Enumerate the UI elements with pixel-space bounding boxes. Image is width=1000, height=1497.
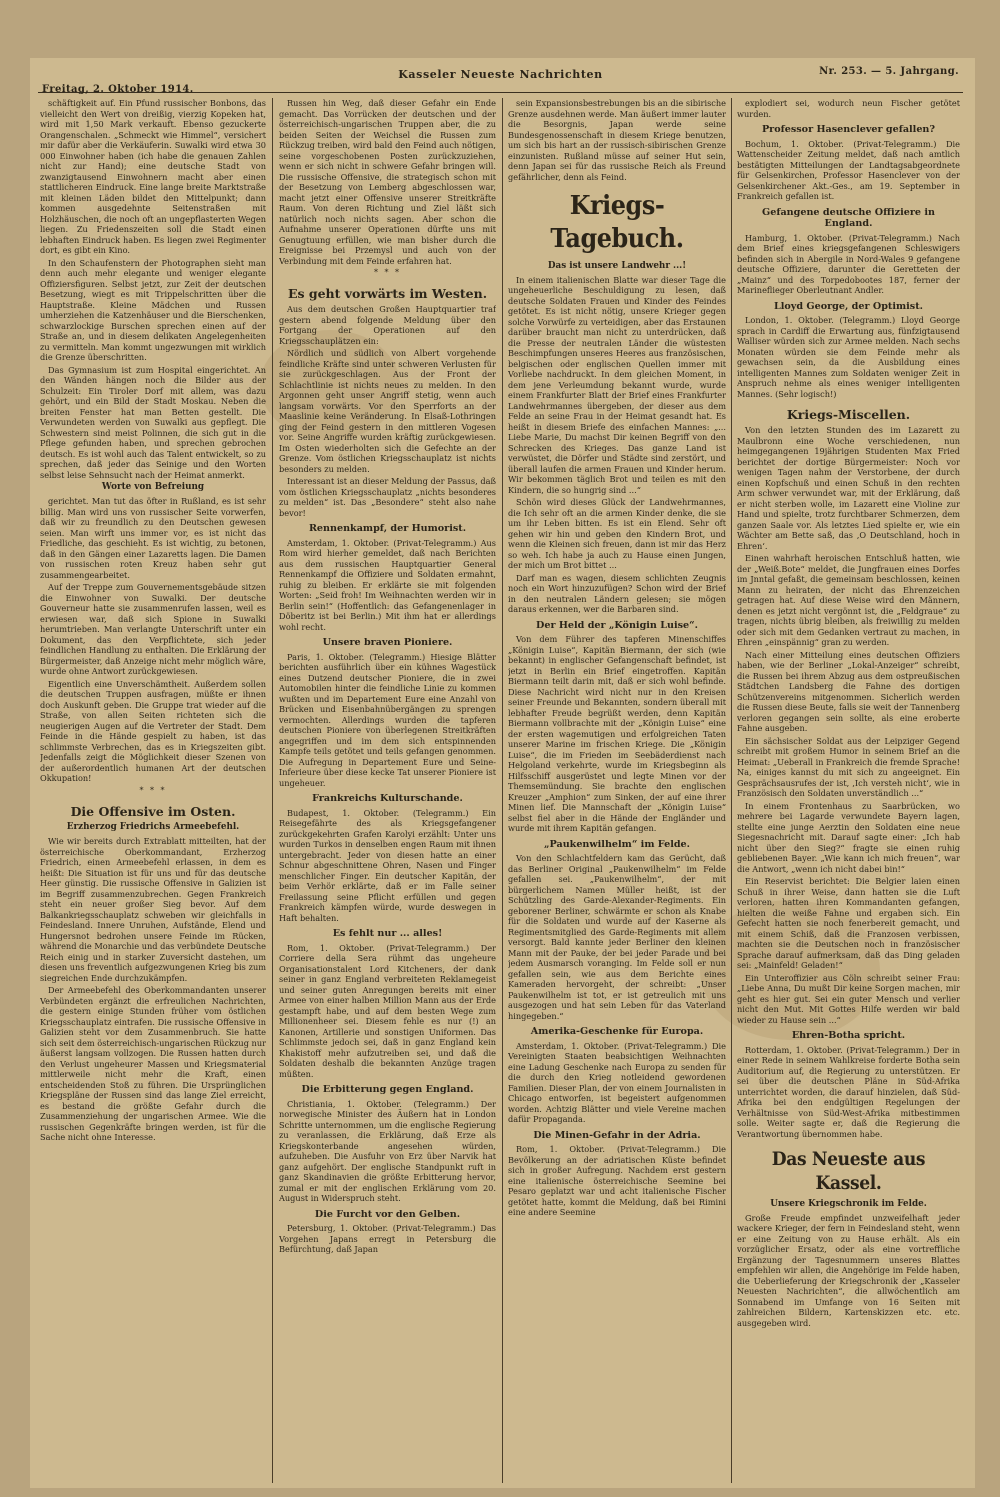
article-paragraph: Wie wir bereits durch Extrablatt mitteilten, hat der österreichische Oberkommandant, Erzherzog Friedrich, einen Armeebefehl erlassen, in dem es heißt: Die Situation ist für uns und für das deutsche Heer günstig. Die russische Offensive in Galizien ist im Begriff zusammenzubrechen. Gegen Frankreich steht ein neuer großer Sieg bevor. Auf dem Balkankriegsschauplatz schweben wir gleichfalls in Feindesland. Innere Unruhen, Aufstände, Elend und Hungersnot bedrohen unsere Feinde im Rücken, während die Monarchie und das verbündete Deutsche Reich einig und in starker Zuversicht dastehen, um diesen uns freventlich aufgezwungenen Krieg bis zum siegreichen Ende durchzukämpfen. — [40, 836, 266, 983]
article-paragraph: Christiania, 1. Oktober. (Telegramm.) Der norwegische Minister des Äußern hat in London Schritte unternommen, um die englische Regierung zu veranlassen, die Erklärung, daß Erze als Kriegskonterbande angesehen würden, aufzuheben. Die Ausfuhr von Erz über Narvik hat ganz aufgehört. Der englische Standpunkt ruft in ganz Skandinavien die größte Erbitterung hervor, zumal er mit der englischen Erklärung vom 20. August in Widerspruch steht. — [279, 1098, 496, 1204]
column-4 — [737, 98, 960, 1485]
article-paragraph: Das Gymnasium ist zum Hospital eingerichtet. An den Wänden hängen noch die Bilder aus der Schulzeit: Ein Tiroler Dorf mit allem, was dazu gehört, und ein Bild der Stadt Moskau. Neben die breiten Fenster hat man Betten gestellt. Die Verwundeten werden von Suwalki aus gepflegt. Die Schwestern sind meist Polinnen, die sich gut in die Pflege gefunden haben, und sprechen gebrochen deutsch. Es ist wohl auch das Talent entwickelt, so zu sprechen, daß jeder das Seinige und den Worten selbst leise Sehnsucht nach der Heimat anmerkt. — [40, 364, 266, 480]
section-subheading: Worte von Befreiung — [101, 482, 205, 492]
article-paragraph: Nach einer Mitteilung eines deutschen Offiziers haben, wie der Berliner „Lokal-Anzeiger“ schreibt, die Russen bei ihrem Abzug aus dem ostpreußischen Städtchen Landsberg die Fahne des dortigen Schützenvereins mitgenommen. Sicherlich werden die Russen diese Beute, falls sie weit der Tannenberg verloren gegangen sein sollte, als eine eroberte Fahne ausgeben. — [737, 649, 960, 733]
article-paragraph: Aus dem deutschen Großen Hauptquartier traf gestern abend folgende Meldung über den Fortgang der Operationen auf den Kriegsschauplätzen ein: — [279, 304, 496, 346]
article-paragraph: Eigentlich eine Unverschämtheit. Außerdem sollen die deutschen Truppen ausfragen, müßte er ihnen doch Auskunft geben. Die Gruppe trat wieder auf die Straße, von allen Seiten richteten sich die neugierigen Augen auf die Vertreter der Stadt. Dem Feinde in die Hände gespielt zu haben, ist das schlimmste Verbrechen, das es in Kriegszeiten gibt. Jedenfalls zeigt die Möglichkeit dieser Szenen von der außerordentlich humanen Art der deutschen Okkupation! — [40, 678, 266, 784]
article-paragraph: Rom, 1. Oktober. (Privat-Telegramm.) Der Corriere della Sera rühmt das ungeheure Organisationstalent Lord Kitcheners, der dank seiner in ganz England verbreiteten Reklamegeist und seiner guten Anregungen bereits mit einer Armee von einer halben Million Mann aus der Erde gestampft habe, und auf dem besten Wege zum Millionenheer sei. Diesem fehle es nur (!) an Kanonen, Artillerie und sonstigen Uniformen. Das Schlimmste jedoch sei, daß in ganz England kein Khakistoff mehr aufzutreiben sei, und daß die Soldaten deshalb die bekannten Anzüge tragen müßten. — [279, 942, 496, 1079]
subheadline-armeebefehl: Erzherzog Friedrichs Armeebefehl. — [66, 821, 240, 832]
article-paragraph: Nördlich und südlich von Albert vorgehende feindliche Kräfte sind unter schweren Verlusten für sie zurückgeschlagen. Aus der Front der Schlachtlinie ist nichts neues zu melden. In den Argonnen geht unser Angriff stetig, wenn auch langsam vorwärts. Vor den Sperrforts an der Maaslinie keine Veränderung. In Elsaß-Lothringen ging der Feind gestern in den mittleren Vogesen vor. Seine Angriffe wurden kräftig zurückgewiesen. Im Osten wiederholten sich die Gefechte an der Grenze. Vom östlichen Kriegsschauplatz ist nichts besonders zu melden. — [279, 348, 496, 474]
headline-botha: Ehren-Botha spricht. — [791, 1030, 906, 1041]
article-paragraph: Von den Schlachtfeldern kam das Gerücht, daß das Berliner Original „Paukenwilhelm“ im Felde gefallen sei. „Paukenwilhelm“, der mit bürgerlichem Namen Müller heißt, ist der Schützling des Garde-Alexander-Regiments. Ein geborener Berliner, schwärmte er schon als Knabe für die Soldaten und wurde auf der Kaserne als Regimentsmitglied des Garde-Regiments mit allem versorgt. Bald kannte jeder Berliner den kleinen Mann mit der Pauke, der bei jeder Parade und bei jedem Ausmarsch voranging. Im Felde soll er nun gefallen sein, wie aus dem Berichte eines Kameraden hervorgeht, der schreibt: „Unser Paukenwilhelm ist tot, er ist getreulich mit uns ausgezogen und hat sein Leben für das Vaterland hingegeben.“ — [508, 853, 726, 1021]
headline-adria: Die Minen-Gefahr in der Adria. — [533, 1129, 701, 1141]
headline-paukenwilhelm: „Paukenwilhelm“ im Felde. — [544, 838, 690, 850]
article-paragraph: Petersburg, 1. Oktober. (Privat-Telegramm.) Das Vorgehen Japans erregt in Petersburg die Befürchtung, daß Japan — [279, 1223, 496, 1255]
article-paragraph: Hamburg, 1. Oktober. (Privat-Telegramm.) Nach dem Brief eines kriegsgefangenen Schleswigers befinden sich in Abergile in Nord-Wales 9 gefangene deutsche Offiziere, darunter die Geretteten der „Mainz“ und des Torpedobootes 187, ferner der Marineflieger Oberleutnant Andler. — [737, 232, 960, 295]
column-rule — [731, 98, 732, 1483]
article-paragraph: Amsterdam, 1. Oktober. (Privat-Telegramm.) Aus Rom wird hierher gemeldet, daß nach Berichten aus dem russischen Hauptquartier General Rennenkampf die Offiziere und Soldaten ermahnt, ruhig zu bleiben. Er erklärte sie mit folgenden Worten: „Seid froh! Im Weihnachten werden wir in Berlin sein!“ (Hoffentlich: das Gefangenenlager in Döberitz ist bei Berlin.) Mit ihm hat er allerdings wohl recht. — [279, 537, 496, 632]
headline-westen: Es geht vorwärts im Westen. — [287, 286, 488, 302]
section-title-kriegs-tagebuch: Kriegs-Tagebuch. — [550, 191, 684, 255]
masthead — [38, 62, 963, 93]
newspaper-title: Kasseler Neueste Nachrichten — [398, 68, 603, 81]
subheadline-kriegschronik: Unsere Kriegschronik im Felde. — [770, 1198, 927, 1209]
article-paragraph: Budapest, 1. Oktober. (Telegramm.) Ein Reisegefährte des als Kriegsgefangener zurückgekehrten Grafen Karolyi erzählt: Unter uns wurden Turkos in denselben engen Raum mit ihnen untergebracht. Jeder von diesen hatte an einer Schnur abgeschnittene Ohren, Nasen und Finger menschlicher Finger. Ein deutscher Kapitän, der beim Verhör erklärte, daß er im Falle seiner Freilassung seine Pflicht erfüllen und gegen Frankreich kämpfen würde, wurde deswegen in Haft behalten. — [279, 807, 496, 923]
headline-lloyd-george: Lloyd George, der Optimist. — [774, 300, 923, 312]
article-paragraph: Darf man es wagen, diesem schlichten Zeugnis noch ein Wort hinzuzufügen? Schon wird der Brief in den neutralen Ländern gelesen; sie mögen daraus erkennen, wer die Barbaren sind. — [508, 572, 726, 615]
article-paragraph: In einem Frontenhaus zu Saarbrücken, wo mehrere bei Lagarde verwundete Bayern lagen, stellte eine junge Aerztin den Soldaten eine neue Siegesnachricht mit. Darauf sagte einer: „Ich hab nicht über den Sieg?“ fragte sie einen ruhig gebliebenen Bayer. „Wie kann ich mich freuen“, war die Antwort, „wenn ich nicht dabei bin!“ — [737, 800, 960, 874]
article-paragraph: Von dem Führer des tapferen Minenschiffes „Königin Luise“, Kapitän Biermann, der sich (wie bekannt) in englischer Gefangenschaft befindet, ist jetzt in Berlin ein Brief eingetroffen. Kapitän Biermann teilt darin mit, daß er sich wohl befinde. Diese Nachricht wird nicht nur in den Kreisen seiner Freunde und Bekannten, sondern überall mit lebhafter Freude begrüßt werden, denn Kapitän Biermann vollbrachte mit der „Königin Luise“ eine der ersten wagemutigen und erfolgreichen Taten unserer Marine im frischen Kriege. Die „Königin Luise“, die im Frieden im Seebäderdienst nach Helgoland verkehrte, wurde im Kriegsbeginn als Hilfsschiff ausgerüstet und legte Minen vor der Themsemündung. Sie brachte den englischen Kreuzer „Amphion“ zum Sinken, der auf eine ihrer Minen lief. Die Mannschaft der „Königin Luise“ selbst fiel aber in die Hände der Engländer und wurde mit ihrem Kapitän gefangen. — [508, 634, 726, 834]
headline-kulturschande: Frankreichs Kulturschande. — [312, 793, 463, 805]
article-paragraph: Rotterdam, 1. Oktober. (Privat-Telegramm.) Der in einer Rede in seinem Wahlkreise forderte Botha sein Auditorium auf, die Regierung zu unterstützen. Er sei über die deutschen Pläne in Süd-Afrika unterrichtet worden, die darauf hinzielen, daß Süd-Afrika bei den endgültigen Regelungen der Verhältnisse von Süd-West-Afrika mitbestimmen solle. Weiter sagte er, daß die Regierung die Verantwortung übernommen habe. — [737, 1044, 960, 1139]
headline-offiziere: Gefangene deutsche Offiziere in England. — [762, 206, 935, 229]
headline-hasenclever: Professor Hasenclever gefallen? — [761, 124, 936, 135]
section-title-kassel: Das Neueste aus Kassel. — [771, 1148, 926, 1195]
article-paragraph: Bochum, 1. Oktober. (Privat-Telegramm.) Die Wattenscheider Zeitung meldet, daß nach amtlich bestätigten Mitteilungen der Landtagsabgeordnete für Gelsenkirchen, Professor Hasenclever von der Gelsenkirchener Akt.-Ges., am 19. September in Frankreich gefallen ist. — [737, 138, 960, 201]
column-1 — [40, 98, 266, 1485]
article-paragraph: London, 1. Oktober. (Telegramm.) Lloyd George sprach in Cardiff die Erwartung aus, fünfzigtausend Walliser würden sich zur Armee melden. Nach sechs Monaten würden sie dem Feinde mehr als gewachsen sein, da die Ausbildung eines intelligenten Mannes zum Soldaten weniger Zeit in Anspruch nehme als eines weniger intelligenten Mannes. (Sehr logisch!) — [737, 315, 960, 399]
separator: * * * — [139, 785, 167, 795]
headline-amerika: Amerika-Geschenke für Europa. — [530, 1026, 704, 1038]
headline-miscellen: Kriegs-Miscellen. — [786, 407, 911, 422]
article-paragraph: Ein Unteroffizier aus Cöln schreibt seiner Frau: „Liebe Anna, Du mußt Dir keine Sorgen machen, mir geht es hier gut. Sei ein guter Mensch und verlier nicht den Mut. Mit Gottes Hilfe werden wir bald wieder zu Hause sein ...“ — [737, 972, 960, 1025]
column-rule — [502, 98, 503, 1483]
article-paragraph: Große Freude empfindet unzweifelhaft jeder wackere Krieger, der fern in Feindesland steht, wenn er eine Zeitung von zu Hause erhält. Als ein vorzüglicher Ersatz, oder als eine vortreffliche Ergänzung der Tagesnummern unseres Blattes empfehlen wir allen, die Angehörige im Felde haben, die Ueberlieferung der Kriegschronik der „Kasseler Neuesten Nachrichten“, die allwöchentlich am Sonnabend im Umfange von 16 Seiten mit zahlreichen Bildern, Kartenskizzen etc. etc. ausgegeben wird. — [737, 1212, 960, 1328]
article-paragraph: explodiert sei, wodurch neun Fischer getötet wurden. — [737, 98, 960, 119]
article-paragraph: Schön wird dieses Glück der Landwehrmannes, die Ich sehr oft an die armen Kinder denke, die sie um ihr Leben bitten. Es ist ein Elend. Sehr oft gehen wir hin und geben den Kindern Brot, und wenn die Kleinen sich freuen, dann ist mir das Herz so weh. Ich habe ja auch zu Hause einen Jungen, der mich um Brot bittet ... — [508, 497, 726, 571]
column-rule — [272, 98, 273, 1483]
headline-rennenkampf: Rennenkampf, der Humorist. — [308, 523, 467, 535]
subheadline-landwehr: Das ist unsere Landwehr ...! — [547, 260, 687, 271]
article-paragraph: schäftigkeit auf. Ein Pfund russischer Bonbons, das vielleicht den Wert von dreißig, vierzig Kopeken hat, wird mit 1,50 Mark verkauft. Ebenso gezuckerte Orangenschalen. „Schmeckt wie Himmel“, versichert mir dafür aber die Verkäuferin. Suwalki wird etwa 30 000 Einwohner haben (ich habe die genauen Zahlen nicht zur Hand); eine deutsche Stadt von zwanzigtausend Einwohnern macht aber einen stattlicheren Eindruck. Eine lange breite Marktstraße mit kleinen Läden bildet den Mittelpunkt; dann kommen ausgedehnte Seitenstraßen mit Holzhäuschen, die noch oft an ungepflasterten Wegen liegen. Zu Friedenszeiten soll die Stadt einen lebhaften Eindruck haben. Es liegen zwei Regimenter dort, es gibt ein Kino. — [40, 98, 266, 255]
article-paragraph: In einem italienischen Blatte war dieser Tage die ungeheuerliche Beschuldigung zu lesen, daß deutsche Soldaten Frauen und Kinder des Feindes getötet. Es ist nicht nötig, unsere Krieger gegen solche Vorwürfe zu verteidigen, aber das Erstaunen darüber braucht man nicht zu unterdrücken, daß die Presse der neutralen Länder die wüstesten Beschimpfungen unseres Heeres aus französischen, belgischen oder englischen Quellen immer mit Vorliebe nachdruckt. In dem gleichen Moment, in dem jene Verleumdung bekannt wurde, wurde einem Frankfurter Blatt der Brief eines Frankfurter Landwehrmannes übergeben, der dieser aus dem Felde an seine Frau in der Heimat gesandt hat. Es heißt in diesem Briefe des einfachen Mannes: „... Liebe Marie, Du machst Dir keinen Begriff von den Schrecken des Krieges. Das ganze Land ist verwüstet, die Dörfer und Städte sind zerstört, und überall laufen die armen Frauen und Kinder herum. Wir bekommen täglich Brot und teilen es mit den Kindern, die so hungrig sind ...“ — [508, 274, 726, 495]
headline-erbitterung: Die Erbitterung gegen England. — [301, 1084, 474, 1096]
article-paragraph: Rom, 1. Oktober. (Privat-Telegramm.) Die Bevölkerung an der adriatischen Küste befindet sich in großer Aufregung. Nachdem erst gestern eine italienische österreichische Seemine bei Pesaro geplatzt war und acht italienische Fischer getötet hatte, kommt die Meldung, daß bei Rimini eine andere Seemine — [508, 1144, 726, 1218]
column-2 — [279, 98, 496, 1485]
article-paragraph: Der Armeebefehl des Oberkommandanten unserer Verbündeten ergänzt die erfreulichen Nachrichten, die gestern einige Stunden früher vom östlichen Kriegsschauplatz eintrafen. Die russische Offensive in Galizien steht vor dem Zusammenbruch. Sie hatte sich seit dem österreichisch-ungarischen Rückzug nur äußerst langsam vollzogen. Die Russen hatten durch den Verlust ungeheurer Massen und Kriegsmaterial mittlerweile nicht mehr die Kraft, einen entscheidenden Stoß zu führen. Die Ursprünglichen Kriegspläne der Russen sind das lange Ziel erreicht, es bestand die größte Gefahr durch die Zusammenziehung der ungarischen Armee. Wie die russischen Gegenkräfte bringen werden, ist für die Sache nicht ohne Interesse. — [40, 985, 266, 1143]
issue-number: Nr. 253. — 5. Jahrgang. — [819, 66, 959, 77]
article-paragraph: Interessant ist an dieser Meldung der Passus, daß vom östlichen Kriegsschauplatz „nichts besonderes zu melden“ ist. Das „Besondere“ steht also nahe bevor! — [279, 476, 496, 518]
headline-koenigin-luise: Der Held der „Königin Luise“. — [536, 619, 698, 631]
article-paragraph: Von den letzten Stunden des im Lazarett zu Maulbronn eine Woche verschiedenen, nun heimgegangenen 19jährigen Studenten Max Fried berichtet der dortige Bürgermeister: Noch vor wenigen Tagen nahm der Verstorbene, der durch einen Kopfschuß und einen Schuß in den rechten Arm schwer verwundet war, mit der Erklärung, daß er nicht sterben wolle, im Lazarett eine Violine zur Hand und spielte, trotz furchtbarer Schmerzen, dem ganzen Saale vor. Als letztes Lied spielte er, wie ein Wächter am Bette saß, das ‚O Deutschland, hoch in Ehren‘. — [737, 425, 960, 551]
separator: * * * — [373, 268, 402, 277]
article-paragraph: Ein sächsischer Soldat aus der Leipziger Gegend schreibt mit großem Humor in seinem Brief an die Heimat: „Ueberall in Frankreich die fremde Sprache! Na, einiges kannst du mit sich zu angeeignet. Ein Gesprächsausrufes der ist, ‚Ich versteh nicht‘, wie in Französisch den Soldaten unverständlich ...“ — [737, 735, 960, 798]
article-paragraph: gerichtet. Man tut das öfter in Rußland, es ist sehr billig. Man wird uns von russischer Seite vorwerfen, daß wir zu freundlich zu den Deutschen gewesen seien. Man wirft uns immer vor, es ist nicht das Friedliche, das geschieht. Es ist wichtig, zu betonen, daß in den Gängen einer Lazaretts lagen. Die Damen von russischen roten Kreuz haben sehr gut zusammengearbeitet. — [40, 496, 266, 580]
article-paragraph: Auf der Treppe zum Gouvernementsgebäude sitzen die Einwohner von Suwalki. Der deutsche Gouverneur hatte sie zusammenrufen lassen, weil es erwiesen war, daß sich Spione in Suwalki herumtrieben. Man verlangte Unterschrift unter ein Dokument, das den Verpflichtete, sich jeder feindlichen Handlung zu enthalten. Die Erklärung der Bürgermeister, daß Anzeige nicht mehr möglich wäre, wurde ohne Antwort zurückgewiesen. — [40, 582, 266, 677]
article-paragraph: Amsterdam, 1. Oktober. (Privat-Telegramm.) Die Vereinigten Staaten beabsichtigen Weihnachten eine Ladung Geschenke nach Europa zu senden für die durch den Krieg notleidend gewordenen Familien. Dieser Plan, der von einem Journalisten in Chicago entworfen, ist begeistert aufgenommen worden. Achtzig Blätter und viele Vereine machen dafür Propaganda. — [508, 1040, 726, 1125]
headline-gelben: Die Furcht vor den Gelben. — [314, 1208, 461, 1220]
article-paragraph: Einen wahrhaft heroischen Entschluß hatten, wie der „Weiß.Bote“ meldet, die Jungfrauen eines Dorfes im Jnntal gefaßt, die gemeinsam beschlossen, keinen Mann zu heiraten, der nicht das Ehrenzeichen getragen hat. Auf diese Weise wird den Männern, denen es jetzt nicht vergönnt ist, die „Feldgraue“ zu tragen, nichts übrig bleiben, als freiwillig zu melden oder sich mit dem Gedanken vertraut zu machen, in Ehren „einspännig“ gran zu werden. — [737, 553, 960, 647]
headline-es-fehlt: Es fehlt nur ... alles! — [332, 928, 443, 940]
article-paragraph: In den Schaufenstern der Photographen sieht man denn auch mehr elegante und weniger elegante Offiziersfiguren. Selbst jetzt, zur Zeit der deutschen Besetzung, wiegt es mit Trippelschritten über die Hauptstraße. Kleine Mädchen und Russen umherziehen die Katzenhäuser und die Bierschenken, schwarzlockige Burschen sprechen einen auf der Straße an, und in diesem delikaten Angelegenheiten zu vermitteln. Man kommt ungezwungen mit wirklich die Grenze überschritten. — [40, 257, 266, 362]
headline-pioniere: Unsere braven Pioniere. — [322, 637, 453, 649]
article-paragraph: Ein Reservist berichtet: Die Belgier laien einen Schuß in ihrer Weise, dann hatten sie die Luft verloren, hatten ihren Kommandanten gefangen, hielten die weiße Fahne und ergaben sich. Ein Gefecht hatten sie noch fenerbereit gemacht, und mit einem Schiß, daß die Franzosen verbissen, machten sie die Deutschen noch in französischer Sprache darauf aufmerksam, daß das Ding geladen sei: „Mainfeld! Geladen!“ — [737, 876, 960, 970]
headline-offensive: Die Offensive im Osten. — [70, 803, 236, 819]
issue-date: Freitag, 2. Oktober 1914. — [42, 84, 194, 95]
article-paragraph: Paris, 1. Oktober. (Telegramm.) Hiesige Blätter berichten ausführlich über ein kühnes Wagestück eines Dutzend deutscher Pioniere, die in zwei Automobilen hinter die feindliche Linie zu kommen wußten und im Departement Eure eine Anzahl von Brücken und Eisenbahnübergängen zu sprengen vermochten. Allerdings wurden die tapferen deutschen Pioniere von überlegenen Streitkräften angegriffen und im dem sich entspinnenden Kampfe teils getötet und teils gefangen genommen. Die Aufregung in Departement Eure und Seine-Inferieure über diese kecke Tat unserer Pioniere ist ungeheuer. — [279, 651, 496, 788]
column-3 — [508, 98, 726, 1485]
article-paragraph: Russen hin Weg, daß dieser Gefahr ein Ende gemacht. Das Vorrücken der deutschen und der österreichisch-ungarischen Truppen aber, die zu beiden Seiten der Weichsel die Russen zum Rückzug treiben, wird bald den Feind auch nötigen, seine vorgeschobenen Posten zurückzuziehen, wenn er sich nicht in schwere Gefahr bringen will. Die russische Offensive, die strategisch schon mit der Besetzung von Lemberg abgeschlossen war, macht jetzt einer Offensive unserer Streitkräfte Raum. Von deren Richtung und Ziel läßt sich natürlich noch nichts sagen. Aber schon die Aufnahme unserer Operationen dürfte uns mit Genugtuung erfüllen, wie man bisher durch die Ereignisse bei Przemysl und auch von der Verbindung mit dem Feinde erfahren hat. — [279, 98, 496, 266]
article-paragraph: sein Expansionsbestrebungen bis an die sibirische Grenze ausdehnen werde. Man äußert immer lauter die Besorgnis, Japan werde seine Bundesgenossenschaft in diesem Kriege benutzen, um sich bis hart an der russisch-sibirischen Grenze einzunisten. Rußland müsse auf seiner Hut sein, denn Japan sei für das russische Reich als Freund gefährlicher, denn als Feind. — [508, 98, 726, 182]
